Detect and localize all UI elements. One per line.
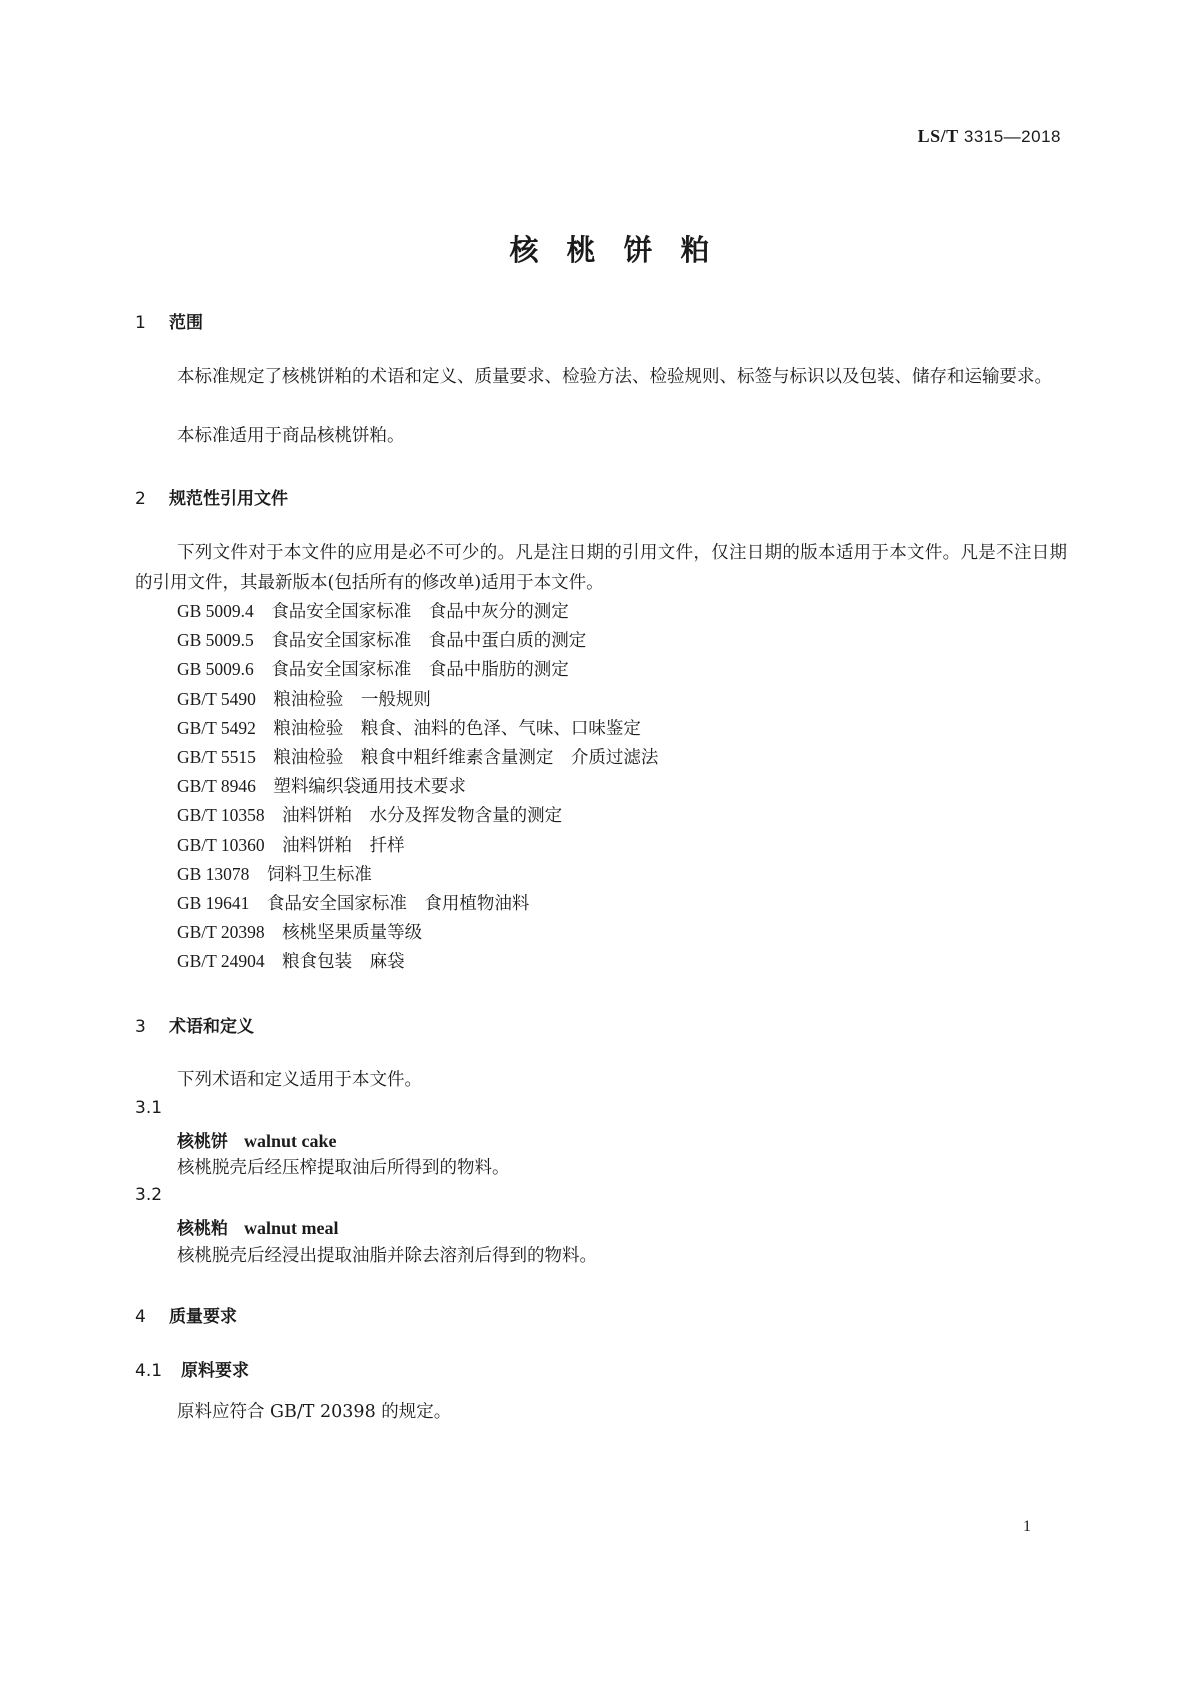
reference-code: GB/T 8946 bbox=[177, 776, 256, 797]
term-heading bbox=[177, 1214, 339, 1239]
standard-number bbox=[918, 126, 1061, 147]
scope-paragraph-2: 本标准适用于商品核桃饼粕。 bbox=[177, 426, 405, 446]
section-title: 范围 bbox=[169, 313, 203, 333]
raw-material-requirement: 原料应符合 GB/T 20398 的规定。 bbox=[177, 1402, 452, 1422]
term-number: 3.2 bbox=[135, 1185, 163, 1205]
reference-item bbox=[177, 832, 405, 857]
reference-title: 油料饼粕 扦样 bbox=[282, 835, 405, 856]
reference-code: GB/T 5490 bbox=[177, 688, 256, 709]
term-chinese: 核桃粕 bbox=[177, 1219, 228, 1239]
section-heading-normative bbox=[135, 484, 288, 509]
terms-intro: 下列术语和定义适用于本文件。 bbox=[177, 1070, 422, 1090]
document-title: 核桃饼粕 bbox=[509, 233, 738, 267]
term-english: walnut cake bbox=[244, 1131, 337, 1151]
reference-code: GB 5009.5 bbox=[177, 630, 254, 651]
reference-title: 核桃坚果质量等级 bbox=[282, 923, 423, 944]
reference-item bbox=[177, 686, 431, 711]
section-title: 原料要求 bbox=[181, 1361, 249, 1381]
reference-code: GB/T 20398 bbox=[177, 922, 265, 943]
term-heading bbox=[177, 1127, 337, 1152]
section-title: 质量要求 bbox=[169, 1307, 237, 1327]
reference-item bbox=[177, 744, 658, 769]
reference-title: 粮油检验 粮食中粗纤维素含量测定 介质过滤法 bbox=[273, 748, 659, 768]
reference-title: 饲料卫生标准 bbox=[266, 864, 372, 885]
page-number: 1 bbox=[1023, 1518, 1031, 1535]
reference-item bbox=[177, 598, 569, 623]
section-heading-scope bbox=[135, 308, 203, 333]
reference-code: GB/T 10360 bbox=[177, 834, 265, 855]
section-number: 1 bbox=[135, 313, 146, 333]
reference-title: 塑料编织袋通用技术要求 bbox=[273, 777, 466, 798]
reference-item bbox=[177, 773, 466, 798]
reference-title: 食品安全国家标准 食品中脂肪的测定 bbox=[271, 660, 569, 681]
scope-paragraph-1: 本标准规定了核桃饼粕的术语和定义、质量要求、检验方法、检验规则、标签与标识以及包装、储存和运输要求。 bbox=[177, 367, 1052, 387]
section-number: 2 bbox=[135, 489, 146, 509]
reference-code: GB/T 24904 bbox=[177, 951, 265, 972]
reference-title: 食品安全国家标准 食用植物油料 bbox=[266, 894, 530, 914]
section-heading-quality bbox=[135, 1302, 237, 1327]
reference-title: 粮油检验 粮食、油料的色泽、气味、口味鉴定 bbox=[273, 718, 641, 739]
reference-title: 粮食包装 麻袋 bbox=[282, 952, 405, 973]
normative-intro: 下列文件对于本文件的应用是必不可少的。凡是注日期的引用文件，仅注日期的版本适用于本文件。凡是不注日期的引用文件，其最新版本(包括所有的修改单)适用于本文件。 bbox=[135, 543, 1067, 593]
term-english: walnut meal bbox=[244, 1218, 339, 1238]
section-number: 4.1 bbox=[135, 1361, 163, 1381]
reference-item bbox=[177, 948, 405, 973]
reference-code: GB 13078 bbox=[177, 863, 250, 884]
standard-code: LS/T bbox=[917, 126, 959, 146]
reference-item bbox=[177, 919, 422, 944]
reference-code: GB 5009.6 bbox=[177, 659, 254, 680]
reference-title: 油料饼粕 水分及挥发物含量的测定 bbox=[282, 806, 563, 827]
standard-year: 3315—2018 bbox=[963, 127, 1061, 146]
reference-item bbox=[177, 861, 372, 886]
section-number: 4 bbox=[135, 1307, 146, 1327]
reference-item bbox=[177, 715, 641, 740]
reference-title: 粮油检验 一般规则 bbox=[273, 689, 431, 710]
term-chinese: 核桃饼 bbox=[177, 1132, 228, 1152]
reference-item bbox=[177, 656, 569, 681]
section-title: 术语和定义 bbox=[169, 1017, 254, 1037]
reference-code: GB 5009.4 bbox=[177, 601, 254, 621]
reference-title: 食品安全国家标准 食品中蛋白质的测定 bbox=[271, 631, 587, 652]
reference-code: GB/T 5515 bbox=[177, 747, 256, 767]
section-heading-terms bbox=[135, 1012, 254, 1037]
reference-code: GB 19641 bbox=[177, 893, 250, 913]
reference-code: GB/T 10358 bbox=[177, 805, 265, 826]
reference-code: GB/T 5492 bbox=[177, 717, 256, 738]
term-number: 3.1 bbox=[135, 1098, 163, 1118]
section-number: 3 bbox=[135, 1017, 146, 1037]
reference-item bbox=[177, 890, 529, 915]
term-definition: 核桃脱壳后经压榨提取油后所得到的物料。 bbox=[177, 1158, 510, 1178]
reference-item bbox=[177, 627, 586, 652]
section-title: 规范性引用文件 bbox=[169, 489, 288, 509]
subsection-heading-raw-material bbox=[135, 1356, 249, 1381]
reference-item bbox=[177, 802, 562, 827]
term-definition: 核桃脱壳后经浸出提取油脂并除去溶剂后得到的物料。 bbox=[177, 1246, 597, 1266]
reference-title: 食品安全国家标准 食品中灰分的测定 bbox=[271, 602, 569, 622]
